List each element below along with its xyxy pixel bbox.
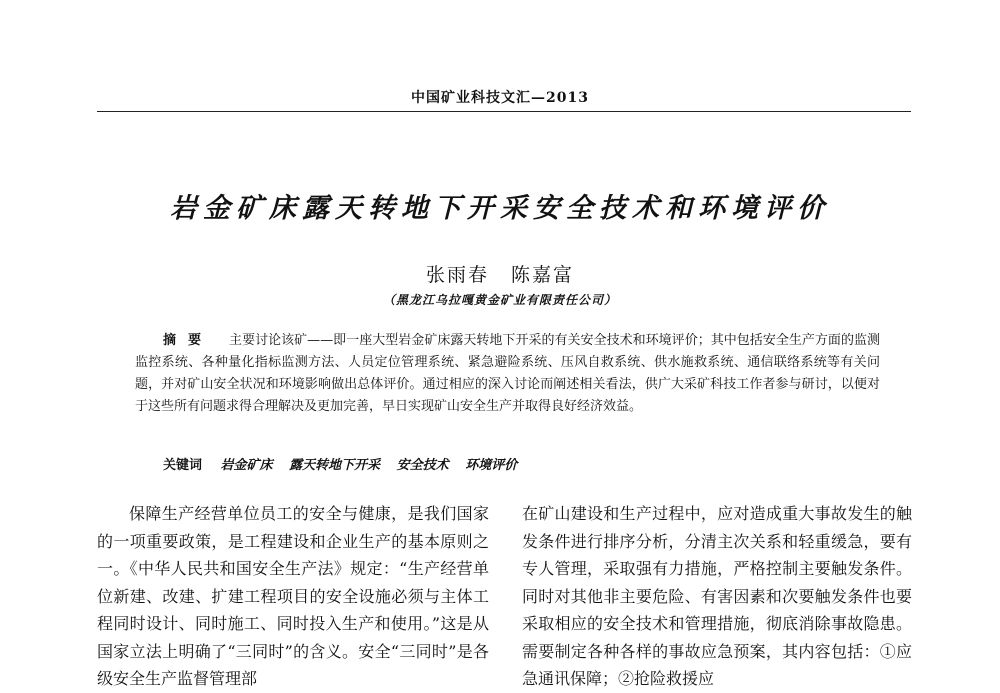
authors: 张雨春 陈嘉富 (425, 264, 575, 286)
keywords-label: 关键词 (163, 458, 203, 473)
keywords (163, 454, 529, 473)
body-paragraph: 在矿山建设和生产过程中，应对造成重大事故发生的触发条件进行排序分析，分清主次关系和轻重缓急，要有专人管理，采取强有力措施，严格控制主要触发条件。同时对其他非主要危险、有害因素和次要触发条件也要采取相应的安全技术和管理措施，彻底消除事故隐患。需要制定各种各样的事故应急预案，其内容包括：①应急通讯保障；②抢险救援应 (522, 504, 912, 688)
keyword: 岩金矿床 (220, 458, 273, 473)
body-left-column (97, 500, 489, 693)
header-rule (97, 111, 911, 112)
keyword: 安全技术 (396, 458, 449, 473)
paper-title: 岩金矿床露天转地下开采安全技术和环境评价 (170, 193, 830, 224)
keyword: 环境评价 (465, 458, 518, 473)
running-header: 中国矿业科技文汇—2013 (411, 90, 589, 106)
abstract (135, 330, 880, 418)
abstract-text: 主要讨论该矿——即一座大型岩金矿床露天转地下开采的有关安全技术和环境评价；其中包括安全生产方面的监测监控系统、各种量化指标监测方法、人员定位管理系统、紧急避险系统、压风自救系统、供水施救系统、通信联络系统等有关问题，并对矿山安全状况和环境影响做出总体评价。通过相应的深入讨论而阐述相关看法，供广大采矿科技工作者参与研讨，以便对于这些所有问题求得合理解决及更加完善，早日实现矿山安全生产并取得良好经济效益。 (135, 333, 880, 414)
body-paragraph: 保障生产经营单位员工的安全与健康，是我们国家的一项重要政策，是工程建设和企业生产的基本原则之一。《中华人民共和国安全生产法》规定：“生产经营单位新建、改建、扩建工程项目的安全设施必须与主体工程同时设计、同时施工、同时投入生产和使用。”这是从国家立法上明确了“三同时”的含义。安全“三同时”是各级安全生产监督管理部 (97, 504, 489, 688)
keyword: 露天转地下开采 (289, 458, 381, 473)
abstract-label: 摘要 (163, 333, 214, 348)
affiliation: （黑龙江乌拉嘎黄金矿业有限责任公司） (382, 293, 617, 307)
body-right-column (522, 500, 912, 693)
